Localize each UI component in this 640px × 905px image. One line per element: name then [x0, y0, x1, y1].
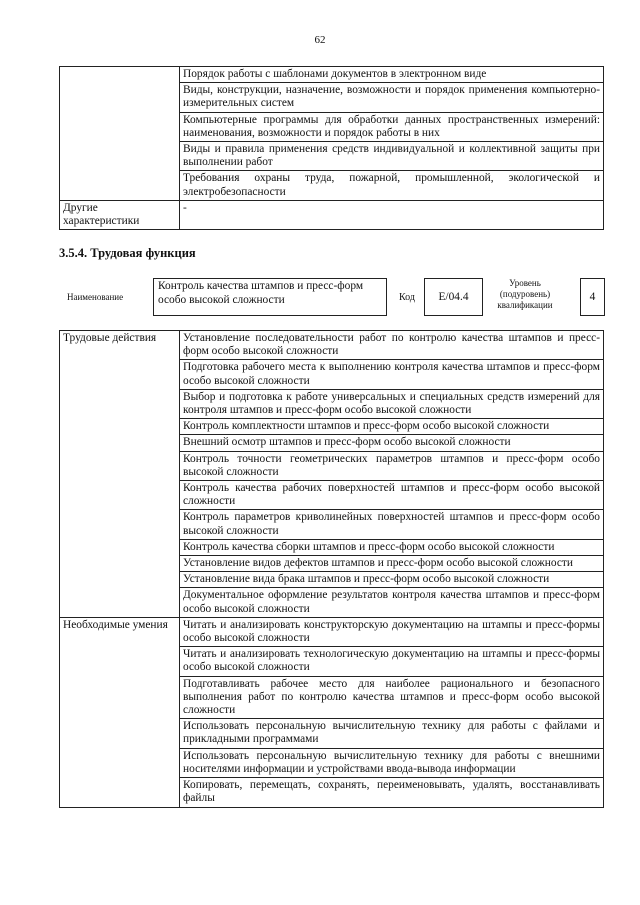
list-item: Контроль качества сборки штампов и пресс-форм особо высокой сложности	[180, 539, 604, 555]
function-table	[59, 330, 604, 808]
name-value: Контроль качества штампов и пресс-форм особо высокой сложности	[153, 278, 387, 316]
section-title: 3.5.4. Трудовая функция	[59, 246, 196, 260]
code-value: E/04.4	[424, 278, 483, 316]
list-item: Копировать, перемещать, сохранять, переименовывать, удалять, восстанавливать файлы	[180, 778, 604, 807]
list-item: Установление последовательности работ по контролю качества штампов и пресс-форм особо высокой сложности	[180, 331, 604, 360]
level-value: 4	[580, 278, 605, 316]
list-item: Подготавливать рабочее место для наиболее рационального и безопасного выполнения работ по контролю качества штампов и пресс-форм особо высокой сложности	[180, 676, 604, 719]
list-item: Установление вида брака штампов и пресс-форм особо высокой сложности	[180, 572, 604, 588]
function-header	[59, 278, 609, 318]
list-item: Контроль комплектности штампов и пресс-форм особо высокой сложности	[180, 419, 604, 435]
list-item: Документальное оформление результатов контроля качества штампов и пресс-форм особо высокой сложности	[180, 588, 604, 617]
row-text: Порядок работы с шаблонами документов в электронном виде	[180, 67, 604, 83]
row-text: Виды и правила применения средств индивидуальной и коллективной защиты при выполнении работ	[180, 142, 604, 171]
list-item: Установление видов дефектов штампов и пресс-форм особо высокой сложности	[180, 556, 604, 572]
list-item: Выбор и подготовка к работе универсальных и специальных средств измерений для контроля штампов и пресс-форм особо высокой сложности	[180, 389, 604, 418]
page-number: 62	[314, 34, 326, 46]
skills-label: Необходимые умения	[60, 617, 180, 807]
list-item: Контроль точности геометрических параметров штампов и пресс-форм особо высокой сложности	[180, 451, 604, 480]
row-text: Виды, конструкции, назначение, возможности и порядок применения компьютерно-измерительных систем	[180, 83, 604, 112]
row-text: Требования охраны труда, пожарной, промышленной, экологической и электробезопасности	[180, 171, 604, 200]
list-item: Контроль параметров криволинейных поверхностей штампов и пресс-форм особо высокой сложности	[180, 510, 604, 539]
knowledge-table	[59, 66, 604, 230]
table-row	[60, 67, 604, 83]
row-text: -	[180, 200, 604, 229]
list-item: Читать и анализировать технологическую документацию на штампы и пресс-формы особо высокой сложности	[180, 647, 604, 676]
name-label: Наименование	[67, 292, 124, 302]
row-label: Другие характеристики	[60, 200, 180, 229]
code-label: Код	[399, 292, 415, 303]
row-label	[60, 67, 180, 201]
list-item: Контроль качества рабочих поверхностей штампов и пресс-форм особо высокой сложности	[180, 481, 604, 510]
list-item: Подготовка рабочего места к выполнению контроля качества штампов и пресс-форм особо высокой сложности	[180, 360, 604, 389]
list-item: Использовать персональную вычислительную технику для работы с внешними носителями информации и устройствами ввода-вывода информации	[180, 748, 604, 777]
list-item: Читать и анализировать конструкторскую документацию на штампы и пресс-формы особо высокой сложности	[180, 617, 604, 646]
list-item: Использовать персональную вычислительную технику для работы с файлами и прикладными программами	[180, 719, 604, 748]
table-row	[60, 617, 604, 646]
labor-actions-label: Трудовые действия	[60, 331, 180, 618]
level-label: Уровень (подуровень) квалификации	[497, 278, 553, 310]
row-text: Компьютерные программы для обработки данных пространственных измерений: наименования, возможности и порядок работы в них	[180, 112, 604, 141]
list-item: Внешний осмотр штампов и пресс-форм особо высокой сложности	[180, 435, 604, 451]
table-row	[60, 331, 604, 360]
table-row	[60, 200, 604, 229]
